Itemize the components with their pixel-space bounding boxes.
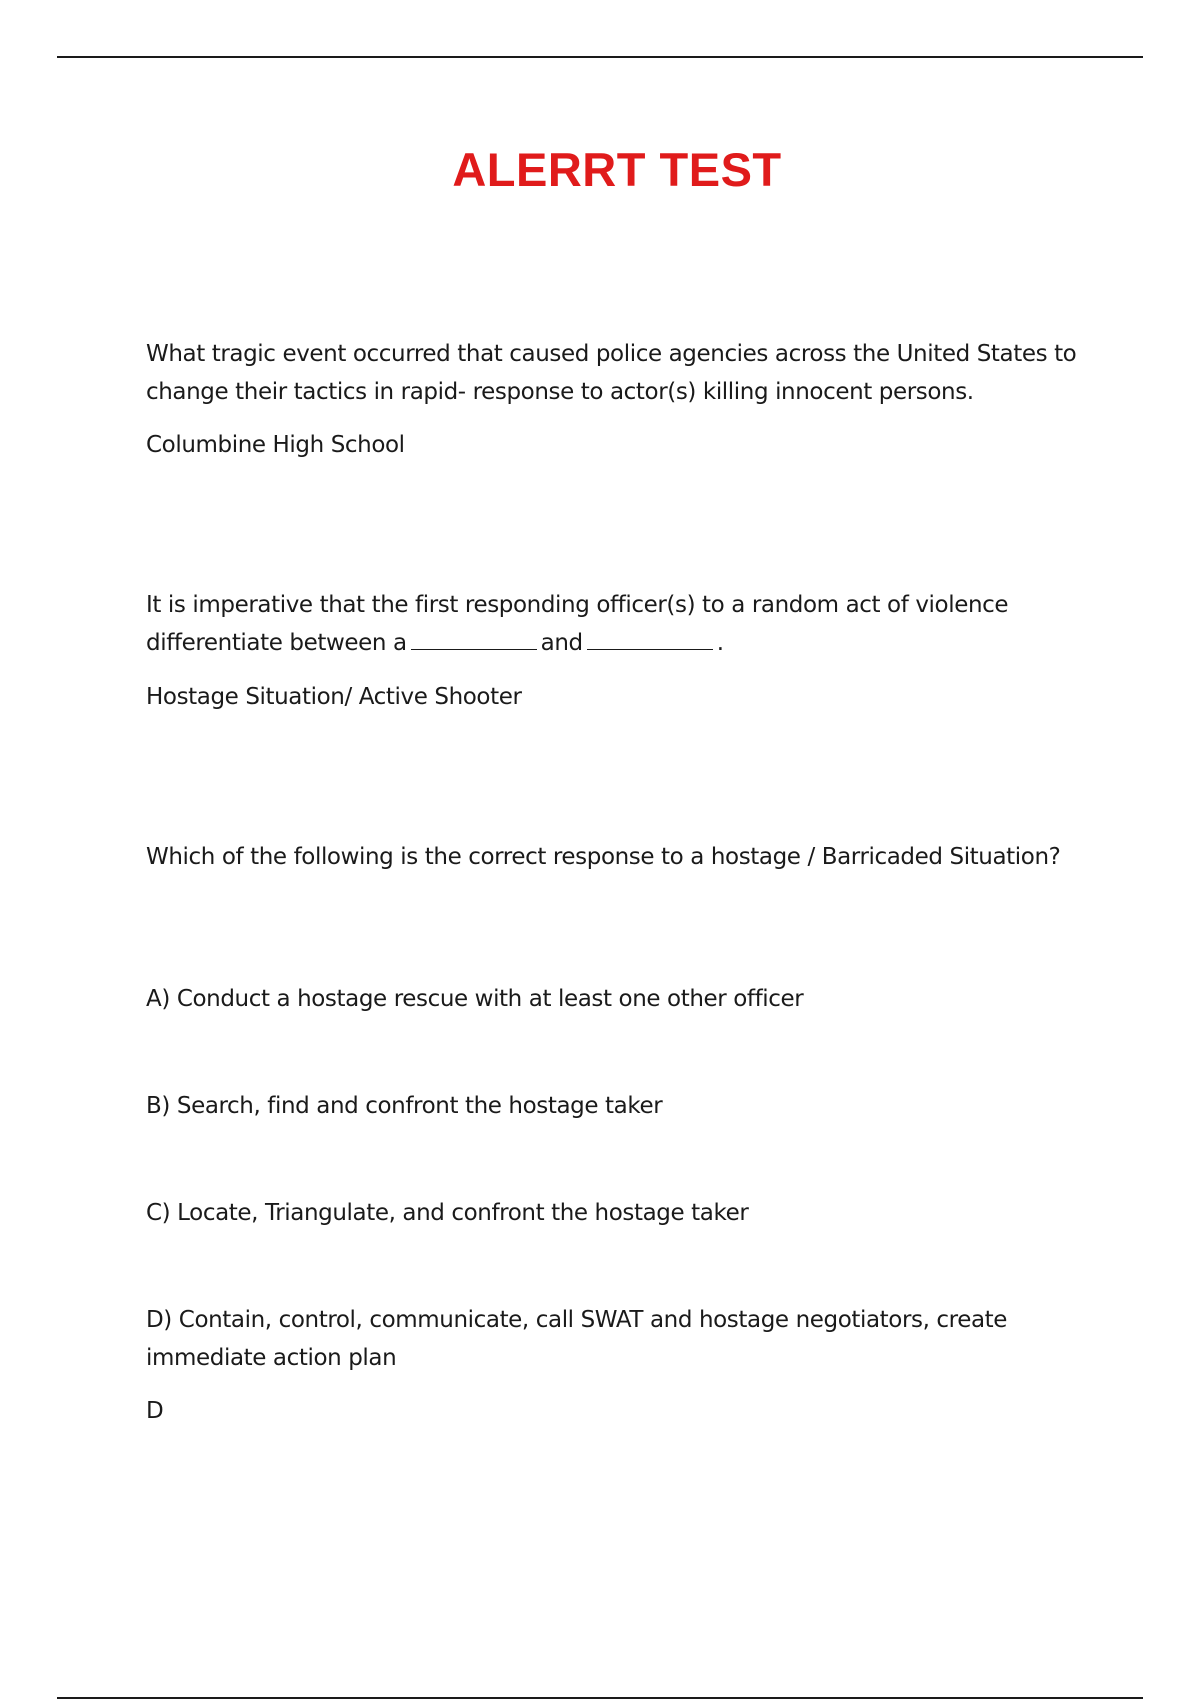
- question-2-prompt: [146, 586, 1106, 662]
- fill-in-blank-2: [587, 627, 713, 650]
- question-3-answer: D: [146, 1398, 164, 1424]
- fill-in-blank-1: [411, 627, 537, 650]
- bottom-divider: [57, 1697, 1143, 1699]
- question-3-option-a: A) Conduct a hostage rescue with at least one other officer: [146, 986, 804, 1012]
- question-2-prompt-part3: .: [716, 630, 724, 656]
- question-1-prompt: What tragic event occurred that caused police agencies across the United States to change their tactics in rapid- response to actor(s) killing innocent persons.: [146, 341, 1077, 405]
- question-2-prompt-part1: It is imperative that the first responding officer(s) to a random act of violence differentiate between a: [146, 592, 1009, 656]
- question-1-answer: Columbine High School: [146, 432, 405, 458]
- question-3-option-d: D) Contain, control, communicate, call SWAT and hostage negotiators, create immediate action plan: [146, 1307, 1008, 1371]
- question-3-option-b: B) Search, find and confront the hostage taker: [146, 1093, 663, 1119]
- top-divider: [57, 56, 1143, 58]
- question-2-answer: Hostage Situation/ Active Shooter: [146, 684, 522, 710]
- document-title: ALERRT TEST: [452, 143, 782, 196]
- question-3-option-c: C) Locate, Triangulate, and confront the hostage taker: [146, 1200, 749, 1226]
- question-3-prompt: Which of the following is the correct response to a hostage / Barricaded Situation?: [146, 844, 1061, 870]
- question-2-prompt-part2: and: [540, 630, 583, 656]
